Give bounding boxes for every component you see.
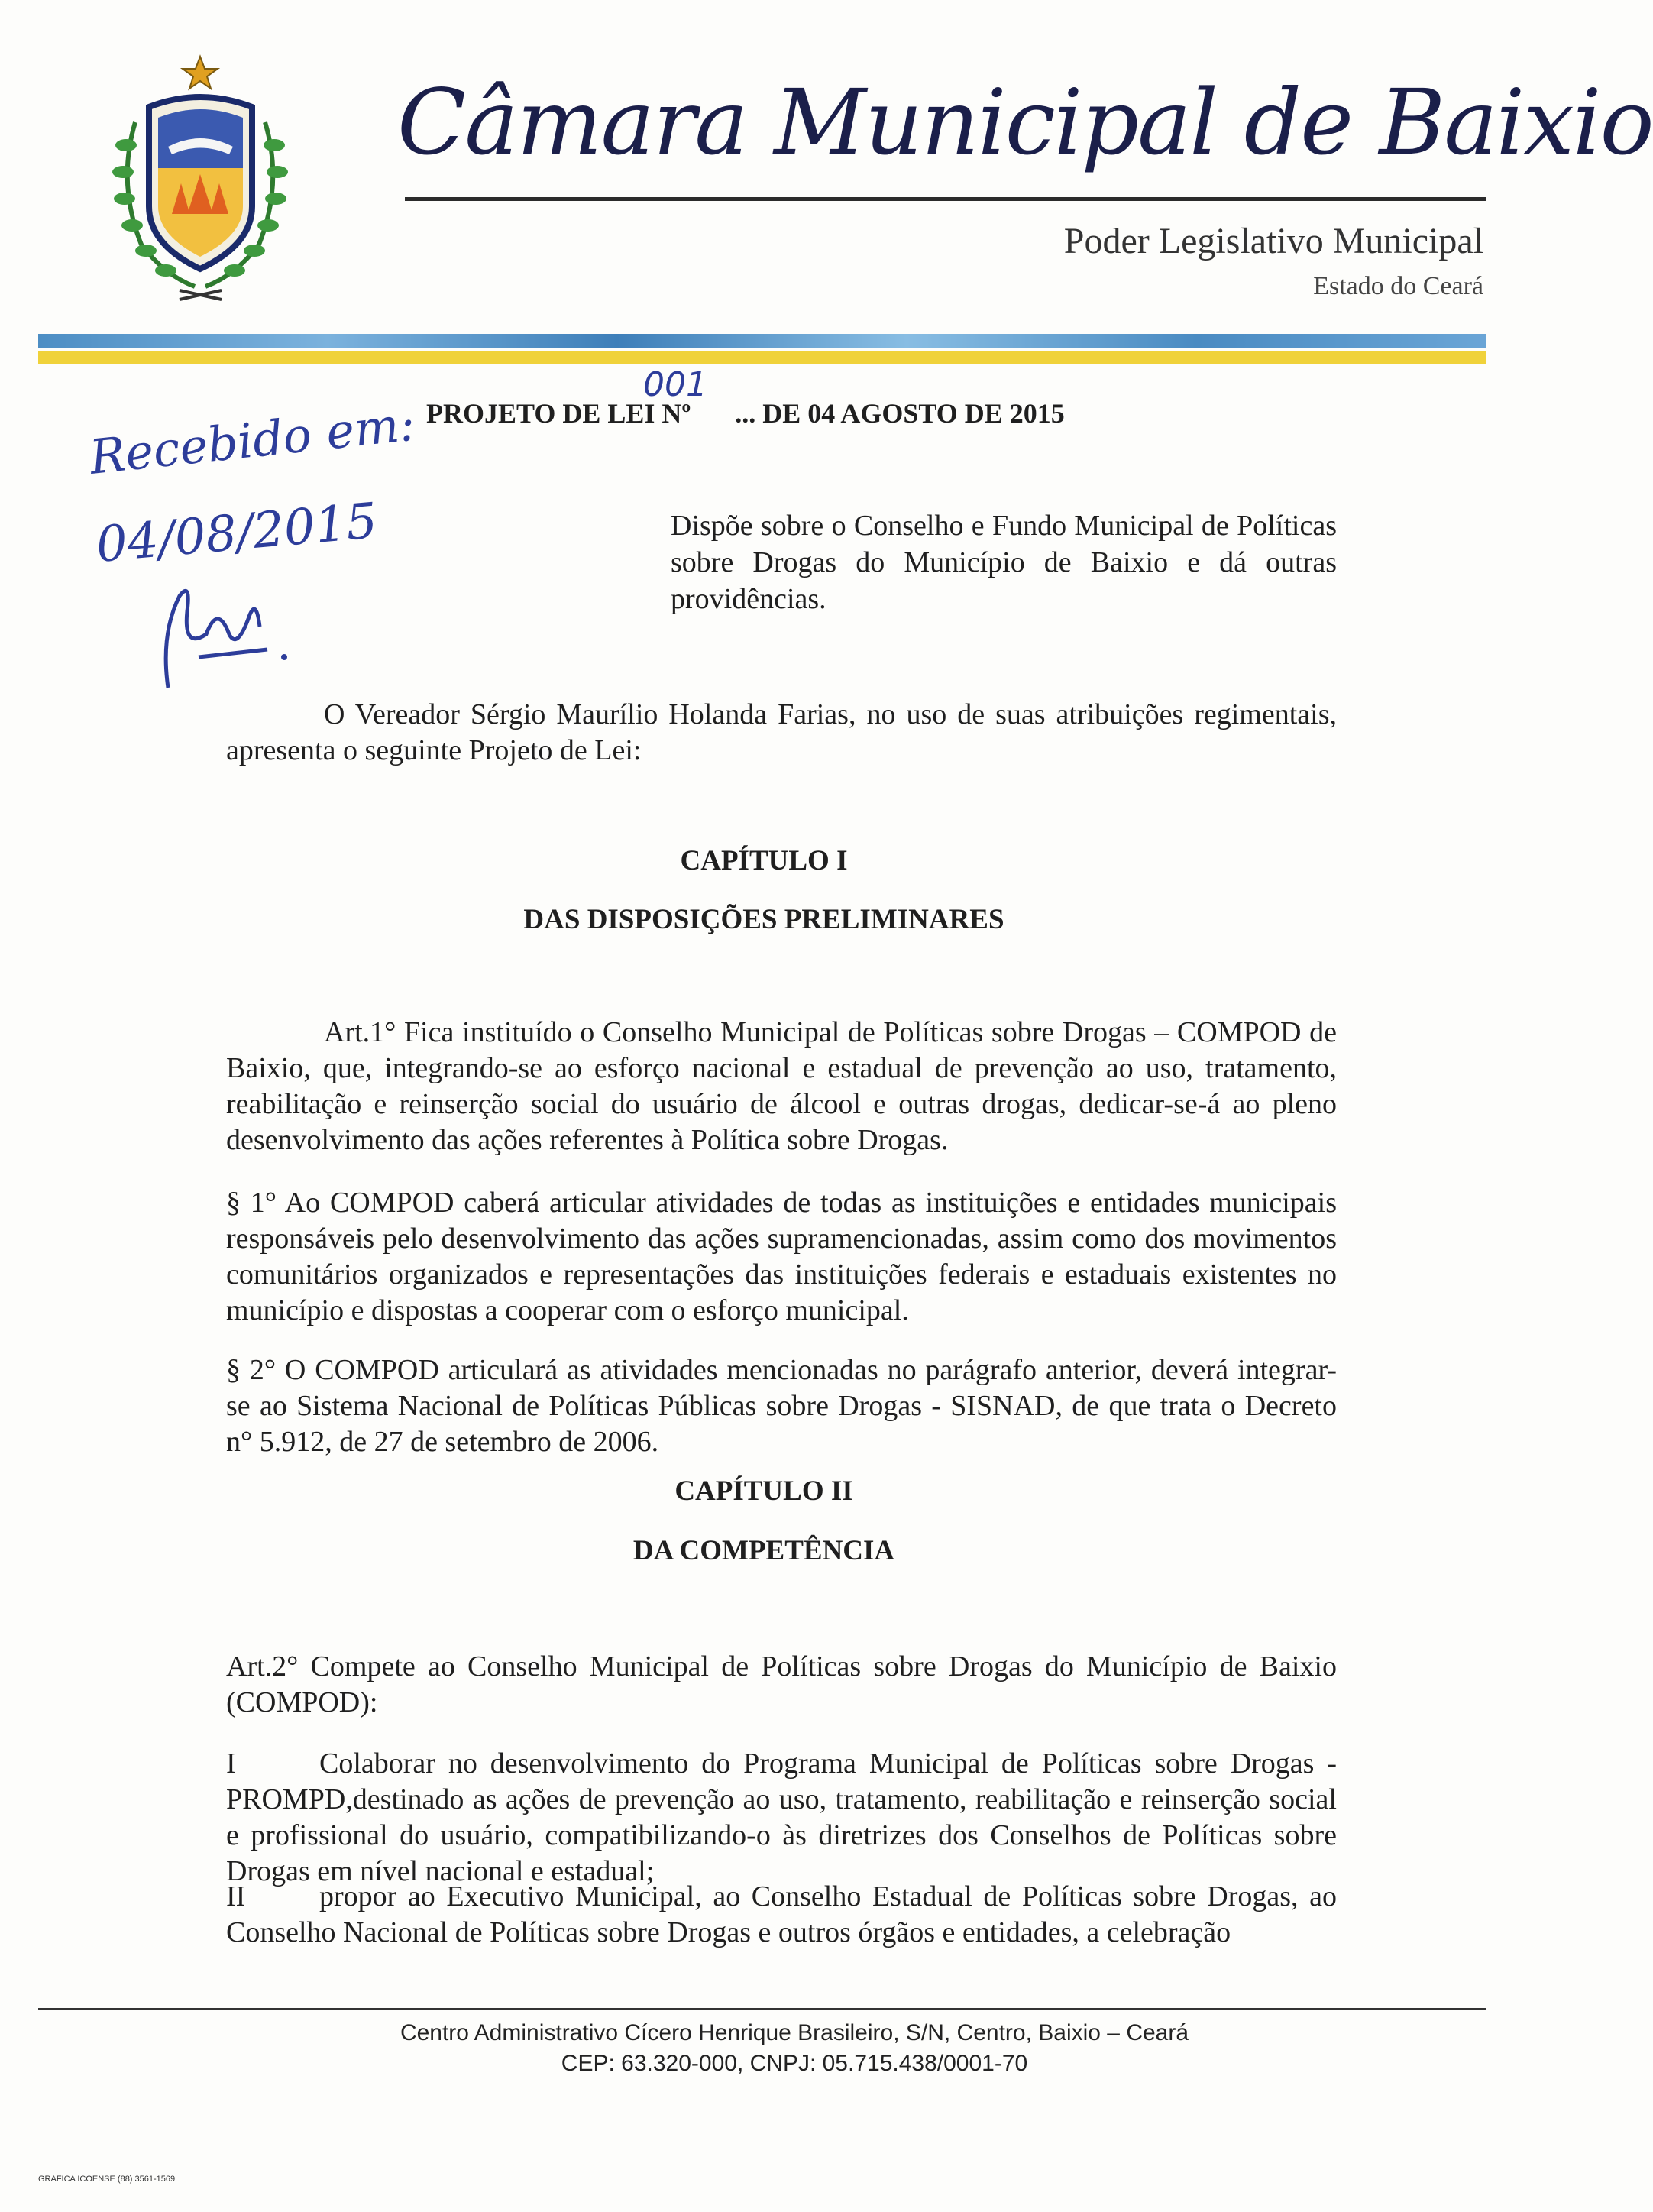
- chapter-1-label: CAPÍTULO I: [680, 845, 848, 876]
- chamber-name-title: Câmara Municipal de Baixio: [397, 70, 1653, 175]
- municipal-coat-of-arms: [95, 53, 306, 306]
- footer-cep-cnpj-line: CEP: 63.320-000, CNPJ: 05.715.438/0001-70: [561, 2051, 1028, 2076]
- item-2-numeral: II: [226, 1880, 246, 1912]
- header-band-blue: [38, 334, 1486, 348]
- signature-dot: [281, 654, 287, 660]
- bill-summary: Dispõe sobre o Conselho e Fundo Municipal de Políticas sobre Drogas do Município de Baixio e dá outras providências.: [671, 510, 1337, 615]
- signature-scribble: [166, 591, 267, 688]
- chapter-2-label: CAPÍTULO II: [674, 1475, 853, 1507]
- bill-title-prefix: PROJETO DE LEI Nº: [426, 398, 691, 429]
- legislative-power-subtitle: Poder Legislativo Municipal: [1063, 221, 1483, 261]
- printer-credit: GRAFICA ICOENSE (88) 3561-1569: [38, 2175, 176, 2184]
- title-underline: [405, 197, 1486, 201]
- header-band-yellow: [38, 351, 1486, 364]
- footer-address: [176, 2018, 1413, 2079]
- chapter-1-title: DAS DISPOSIÇÕES PRELIMINARES: [523, 904, 1004, 935]
- stamp-received-text: Recebido em:: [86, 395, 418, 485]
- bill-title-suffix: ... DE 04 AGOSTO DE 2015: [735, 398, 1065, 429]
- article-2-item-2: [226, 1879, 1337, 1951]
- article-1-paragraph-1: § 1° Ao COMPOD caberá articular atividades de todas as instituições e entidades municipais responsáveis pelo desenvolvimento das ações supramencionadas, assim como dos movimentos comunitários organizados e representações das instituições federais e estaduais existentes no município e dispostas a cooperar com o esforço municipal.: [226, 1187, 1337, 1326]
- article-2-item-1: [226, 1746, 1337, 1890]
- article-1-paragraph-2: § 2° O COMPOD articulará as atividades mencionadas no parágrafo anterior, deverá integrar-se ao Sistema Nacional de Políticas Públicas sobre Drogas - SISNAD, de que trata o Decreto n° 5.912, de 27 de setembro de 2006.: [226, 1354, 1337, 1458]
- bill-title: [426, 397, 1065, 429]
- footer-address-line: Centro Administrativo Cícero Henrique Brasileiro, S/N, Centro, Baixio – Ceará: [400, 2020, 1189, 2045]
- article-2: Art.2° Compete ao Conselho Municipal de Políticas sobre Drogas do Município de Baixio (COMPOD):: [226, 1650, 1337, 1718]
- stamp-date-text: 04/08/2015: [93, 493, 380, 574]
- item-1-numeral: I: [226, 1747, 236, 1780]
- intro-paragraph: O Vereador Sérgio Maurílio Holanda Farias, no uso de suas atribuições regimentais, apresenta o seguinte Projeto de Lei:: [226, 698, 1337, 766]
- article-1: Art.1° Fica instituído o Conselho Municipal de Políticas sobre Drogas – COMPOD de Baixio, que, integrando-se ao esforço nacional e estadual de prevenção ao uso, tratamento, reabilitação e reinserção social do usuário de álcool e outras drogas, dedicar-se-á ao pleno desenvolvimento das ações referentes à Política sobre Drogas.: [226, 1016, 1337, 1156]
- item-2-text: propor ao Executivo Municipal, ao Conselho Estadual de Políticas sobre Drogas, ao Conselho Nacional de Políticas sobre Drogas e outros órgãos e entidades, a celebração: [226, 1880, 1337, 1948]
- state-name: Estado do Ceará: [1313, 272, 1483, 300]
- footer-rule: [38, 2008, 1486, 2010]
- handwritten-bill-number: 001: [643, 365, 707, 404]
- received-handwritten-stamp: [84, 395, 418, 711]
- item-1-text: Colaborar no desenvolvimento do Programa Municipal de Políticas sobre Drogas - PROMPD,destinado as ações de prevenção ao uso, tratamento, reabilitação e reinserção social e profissional do usuário, compatibilizando-o às diretrizes dos Conselhos de Políticas sobre Drogas em nível nacional e estadual;: [226, 1747, 1337, 1887]
- chapter-2-title: DA COMPETÊNCIA: [632, 1535, 895, 1566]
